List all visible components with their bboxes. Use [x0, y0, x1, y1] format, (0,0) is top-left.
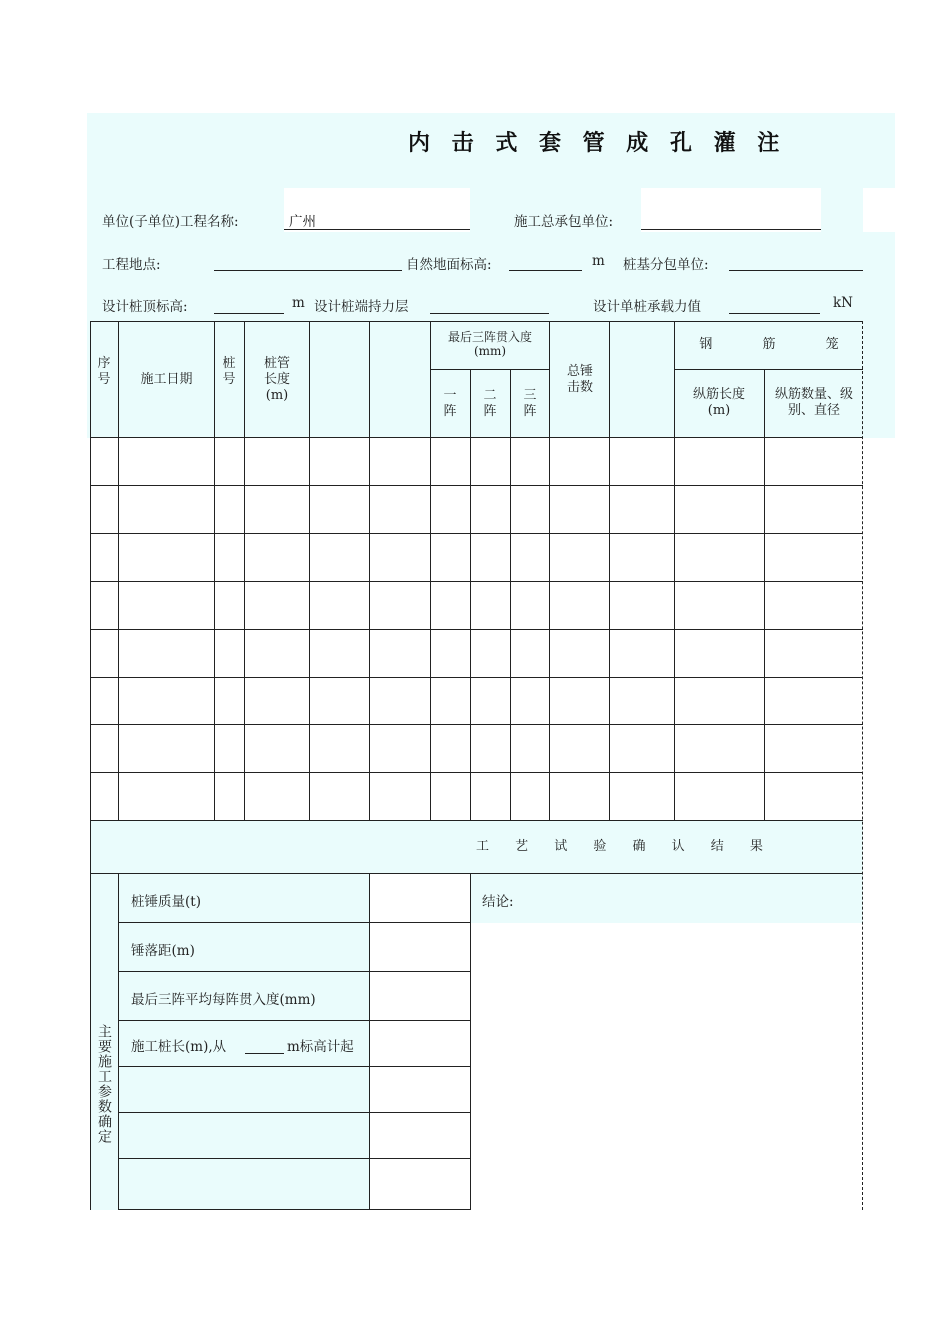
row-line: [90, 772, 863, 773]
general-contractor-label: 施工总承包单位:: [514, 214, 614, 230]
params-row-line: [118, 1112, 470, 1113]
col-penetration-header: 最后三阵贯入度(mm): [447, 330, 532, 358]
contractor-field-bg: [641, 188, 821, 232]
capacity-label: 设计单桩承载力值: [593, 299, 701, 315]
col-line: [214, 321, 215, 820]
process-title-bottom-line: [90, 873, 863, 874]
col-third-header: 三阵: [523, 388, 537, 419]
params-row-line: [118, 922, 470, 923]
row-line: [90, 677, 863, 678]
location-label: 工程地点:: [102, 257, 161, 273]
unit-project-label: 单位(子单位)工程名称:: [102, 214, 239, 230]
params-row-line: [118, 1158, 470, 1159]
params-col-line: [118, 873, 119, 1210]
pile-length-start-field[interactable]: [245, 1053, 284, 1054]
bearing-layer-field[interactable]: [430, 313, 549, 314]
conclusion-label: 结论:: [482, 894, 514, 910]
col-cage-header: 钢 筋 笼: [699, 337, 839, 352]
pile-length-suffix: m标高计起: [287, 1039, 354, 1055]
avg-penetration-label: 最后三阵平均每阵贯入度(mm): [131, 992, 316, 1008]
col-line: [90, 321, 91, 1210]
row-line: [90, 581, 863, 582]
cage-subheader-line: [674, 369, 863, 370]
hammer-mass-label: 桩锤质量(t): [131, 894, 201, 910]
row-line: [90, 533, 863, 534]
right-dashed-border: [862, 321, 863, 1210]
pile-subcontractor-field[interactable]: [729, 270, 863, 271]
unit-project-value[interactable]: 广州: [289, 214, 316, 230]
col-total-blows-header: 总锤击数: [566, 364, 593, 395]
col-line: [609, 321, 610, 820]
params-row-line: [118, 1066, 470, 1067]
row-line: [90, 485, 863, 486]
table-top-border: [90, 321, 863, 322]
col-rebar-length-header: 纵筋长度(m): [692, 387, 745, 418]
col-pipe-length-header: 桩管长度(m): [263, 356, 290, 403]
location-field[interactable]: [214, 270, 402, 271]
pile-top-label: 设计桩顶标高:: [102, 299, 188, 315]
params-col-line: [369, 873, 370, 1210]
col-rebar-spec-header: 纵筋数量、级别、直径: [774, 387, 853, 418]
params-bottom-line: [118, 1209, 470, 1210]
header-bottom-line: [90, 437, 863, 438]
params-side-label: 主要施工参数确定: [96, 1024, 112, 1144]
row-line: [90, 629, 863, 630]
col-line: [369, 321, 370, 820]
col-line: [470, 369, 471, 820]
col-date-header: 施工日期: [140, 372, 193, 387]
capacity-unit: kN: [833, 295, 853, 311]
col-line: [510, 369, 511, 820]
params-row-line: [118, 971, 470, 972]
col-line: [764, 369, 765, 820]
col-line: [549, 321, 550, 820]
col-line: [118, 321, 119, 820]
penetration-subheader-line: [430, 369, 549, 370]
ground-elevation-unit: m: [592, 253, 605, 269]
conclusion-background: [470, 873, 863, 923]
col-line: [430, 321, 431, 820]
unit-project-underline: [284, 229, 470, 230]
params-col-line: [470, 873, 471, 1210]
drop-height-label: 锤落距(m): [131, 943, 195, 959]
col-line: [674, 321, 675, 820]
pile-length-prefix: 施工桩长(m),从: [131, 1039, 227, 1055]
capacity-field[interactable]: [729, 313, 820, 314]
col-pile-no-header: 桩号: [222, 356, 236, 387]
pile-subcontractor-label: 桩基分包单位:: [623, 257, 709, 273]
data-bottom-line: [90, 820, 863, 821]
header-gap-bg: [863, 188, 895, 232]
col-line: [244, 321, 245, 820]
col-line: [309, 321, 310, 820]
col-seq-header: 序号: [97, 356, 111, 387]
bearing-layer-label: 设计桩端持力层: [314, 299, 409, 315]
col-second-header: 二阵: [483, 388, 497, 419]
pile-top-field[interactable]: [214, 313, 284, 314]
process-section-title: 工 艺 试 验 确 认 结 果: [476, 839, 763, 854]
ground-elevation-field[interactable]: [509, 270, 582, 271]
general-contractor-field[interactable]: [641, 229, 821, 230]
params-row-line: [118, 1020, 470, 1021]
ground-elevation-label: 自然地面标高:: [406, 257, 492, 273]
pile-top-unit: m: [292, 295, 305, 311]
row-line: [90, 724, 863, 725]
col-first-header: 一阵: [443, 388, 457, 419]
page-title: 内 击 式 套 管 成 孔 灌 注: [408, 131, 780, 156]
